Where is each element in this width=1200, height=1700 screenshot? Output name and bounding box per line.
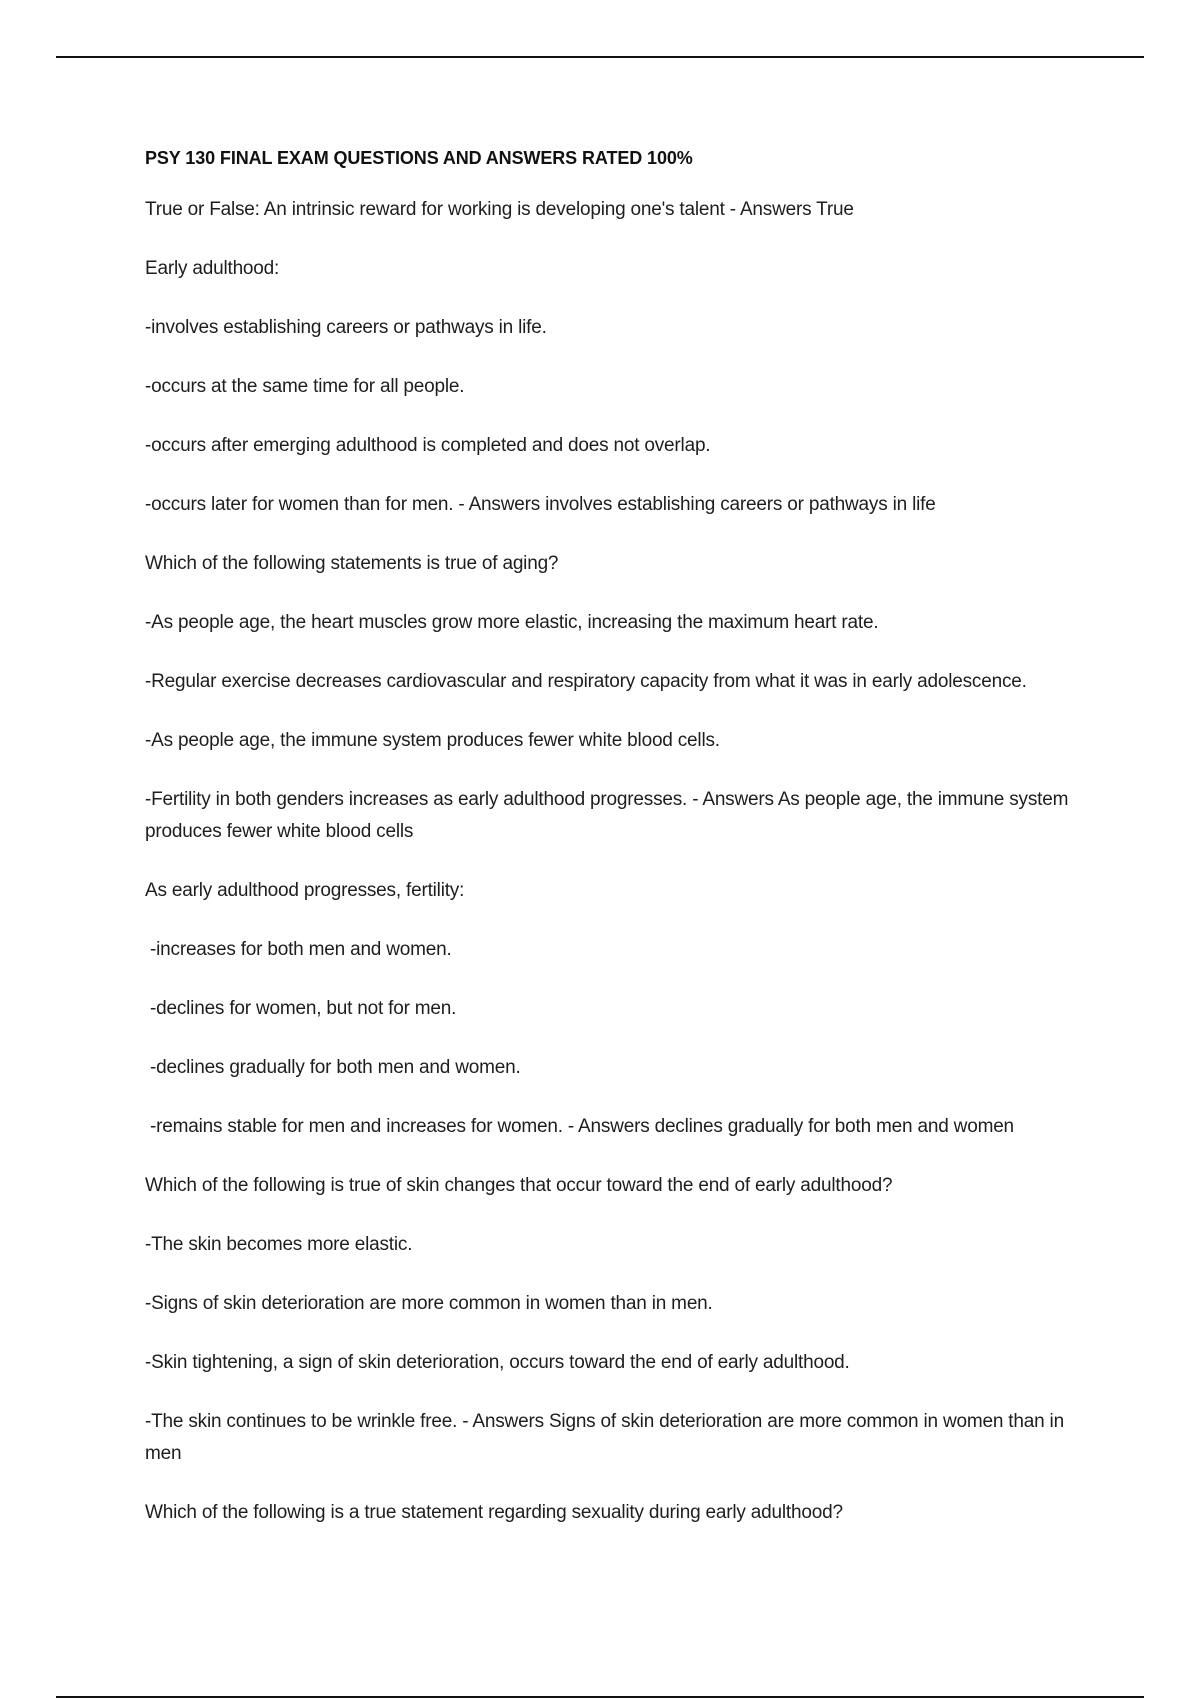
paragraph-early-adulthood-question: Early adulthood: bbox=[145, 258, 280, 279]
paragraph-true-false-question: True or False: An intrinsic reward for working is developing one's talent - Answers True bbox=[145, 199, 854, 220]
paragraph-option-with-answer: -remains stable for men and increases for women. - Answers declines gradually for both men and women bbox=[150, 1116, 1014, 1137]
paragraph-option: -involves establishing careers or pathways in life. bbox=[145, 317, 547, 338]
paragraph-option-with-answer: -Fertility in both genders increases as early adulthood progresses. - Answers As people age, the immune system produces fewer white blood cells bbox=[145, 789, 1069, 842]
paragraph-aging-question: Which of the following statements is true of aging? bbox=[145, 553, 559, 574]
header-rule bbox=[56, 56, 1144, 58]
paragraph-option: -The skin becomes more elastic. bbox=[145, 1234, 413, 1255]
paragraph-option: -declines gradually for both men and women. bbox=[150, 1057, 521, 1078]
paragraph-option: -increases for both men and women. bbox=[150, 939, 452, 960]
paragraph-sexuality-question: Which of the following is a true statement regarding sexuality during early adulthood? bbox=[145, 1502, 843, 1523]
paragraph-option: -Signs of skin deterioration are more common in women than in men. bbox=[145, 1293, 713, 1314]
paragraph-option: -declines for women, but not for men. bbox=[150, 998, 457, 1019]
paragraph-option: -Regular exercise decreases cardiovascular and respiratory capacity from what it was in early adolescence. bbox=[145, 671, 1027, 692]
paragraph-option: -As people age, the heart muscles grow more elastic, increasing the maximum heart rate. bbox=[145, 612, 879, 633]
document-title: PSY 130 FINAL EXAM QUESTIONS AND ANSWERS RATED 100% bbox=[145, 148, 693, 168]
paragraph-option-with-answer: -occurs later for women than for men. - Answers involves establishing careers or pathways in life bbox=[145, 494, 936, 515]
document-body bbox=[145, 146, 1085, 1529]
paragraph-fertility-question: As early adulthood progresses, fertility: bbox=[145, 880, 465, 901]
footer-rule bbox=[56, 1696, 1144, 1698]
paragraph-option: -occurs after emerging adulthood is completed and does not overlap. bbox=[145, 435, 711, 456]
paragraph-option: -Skin tightening, a sign of skin deterioration, occurs toward the end of early adulthood. bbox=[145, 1352, 850, 1373]
paragraph-skin-question: Which of the following is true of skin changes that occur toward the end of early adulthood? bbox=[145, 1175, 893, 1196]
paragraph-option: -occurs at the same time for all people. bbox=[145, 376, 465, 397]
paragraph-option-with-answer: -The skin continues to be wrinkle free. - Answers Signs of skin deterioration are more common in women than in men bbox=[145, 1411, 1064, 1464]
paragraph-option: -As people age, the immune system produces fewer white blood cells. bbox=[145, 730, 720, 751]
